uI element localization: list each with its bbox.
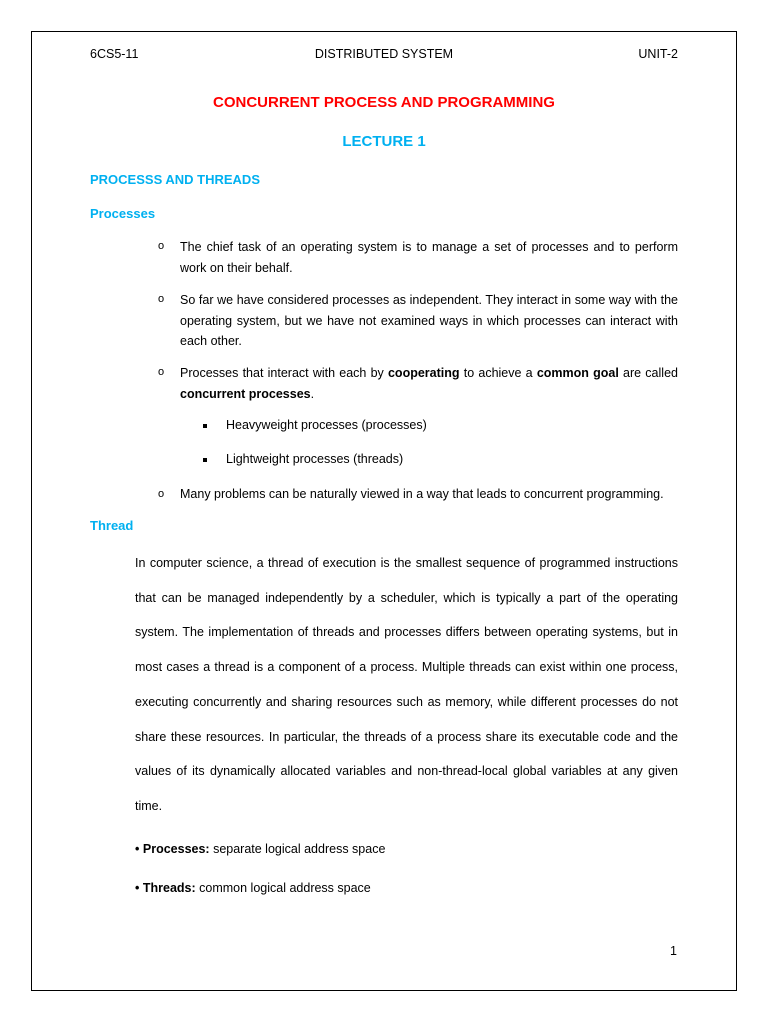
page-number: 1 (670, 944, 677, 958)
processes-heading: Processes (90, 206, 156, 221)
unit-label: UNIT-2 (638, 47, 678, 61)
bullet-processes-label: Processes: (142, 842, 210, 856)
sub-item-heavyweight: Heavyweight processes (processes) (226, 418, 427, 432)
bullet-threads-label: Threads: (142, 881, 196, 895)
subject-name: DISTRIBUTED SYSTEM (314, 47, 454, 61)
processes-item-2: So far we have considered processes as independent. They interact in some way with the operating system, but we have not examined ways in which processes can interact with each other. (180, 293, 678, 348)
item3-text-1: Processes that interact with each by (180, 366, 388, 380)
processes-item-4: Many problems can be naturally viewed in a way that leads to concurrent programming. (180, 487, 664, 501)
sub-item-lightweight: Lightweight processes (threads) (226, 452, 404, 466)
square-bullet-icon (203, 458, 207, 462)
circle-bullet-icon: o (158, 488, 165, 500)
item3-text-4: . (310, 386, 315, 401)
lecture-title: LECTURE 1 (342, 133, 426, 150)
circle-bullet-icon: o (158, 366, 165, 378)
concurrent-processes-bold: concurrent processes (180, 386, 311, 401)
bullet-processes (135, 842, 385, 856)
thread-paragraph: In computer science, a thread of execution is the smallest sequence of programmed instructions that can be managed independently by a scheduler, which is typically a part of the operating system. The implementation of threads and processes differs between operating systems, but in most cases a thread is a component of a process. Multiple threads can exist within one process, executing concurrently and sharing resources such as memory, while different processes do not share these resources. In particular, the threads of a process share its executable code and the values of its dynamically allocated variables and non-thread-local global variables at any given time. (135, 556, 678, 813)
bullet-processes-text: separate logical address space (209, 842, 386, 856)
processes-item-1: The chief task of an operating system is to manage a set of processes and to perform work on their behalf. (180, 240, 678, 275)
bullet-threads-text: common logical address space (195, 881, 371, 895)
square-bullet-icon (203, 424, 207, 428)
circle-bullet-icon: o (158, 240, 165, 252)
item3-text-2: to achieve a (459, 366, 537, 380)
thread-heading: Thread (90, 518, 134, 533)
cooperating-bold: cooperating (387, 366, 460, 380)
processes-item-3 (180, 363, 678, 404)
section-heading: PROCESSS AND THREADS (90, 172, 260, 187)
common-goal-bold: common goal (536, 366, 619, 380)
bullet-icon: • (135, 881, 140, 895)
circle-bullet-icon: o (158, 293, 165, 305)
item3-text-3: are called (618, 366, 678, 380)
bullet-icon: • (135, 842, 140, 856)
bullet-threads (135, 881, 371, 895)
document-title: CONCURRENT PROCESS AND PROGRAMMING (213, 94, 555, 111)
course-code: 6CS5-11 (90, 47, 139, 61)
